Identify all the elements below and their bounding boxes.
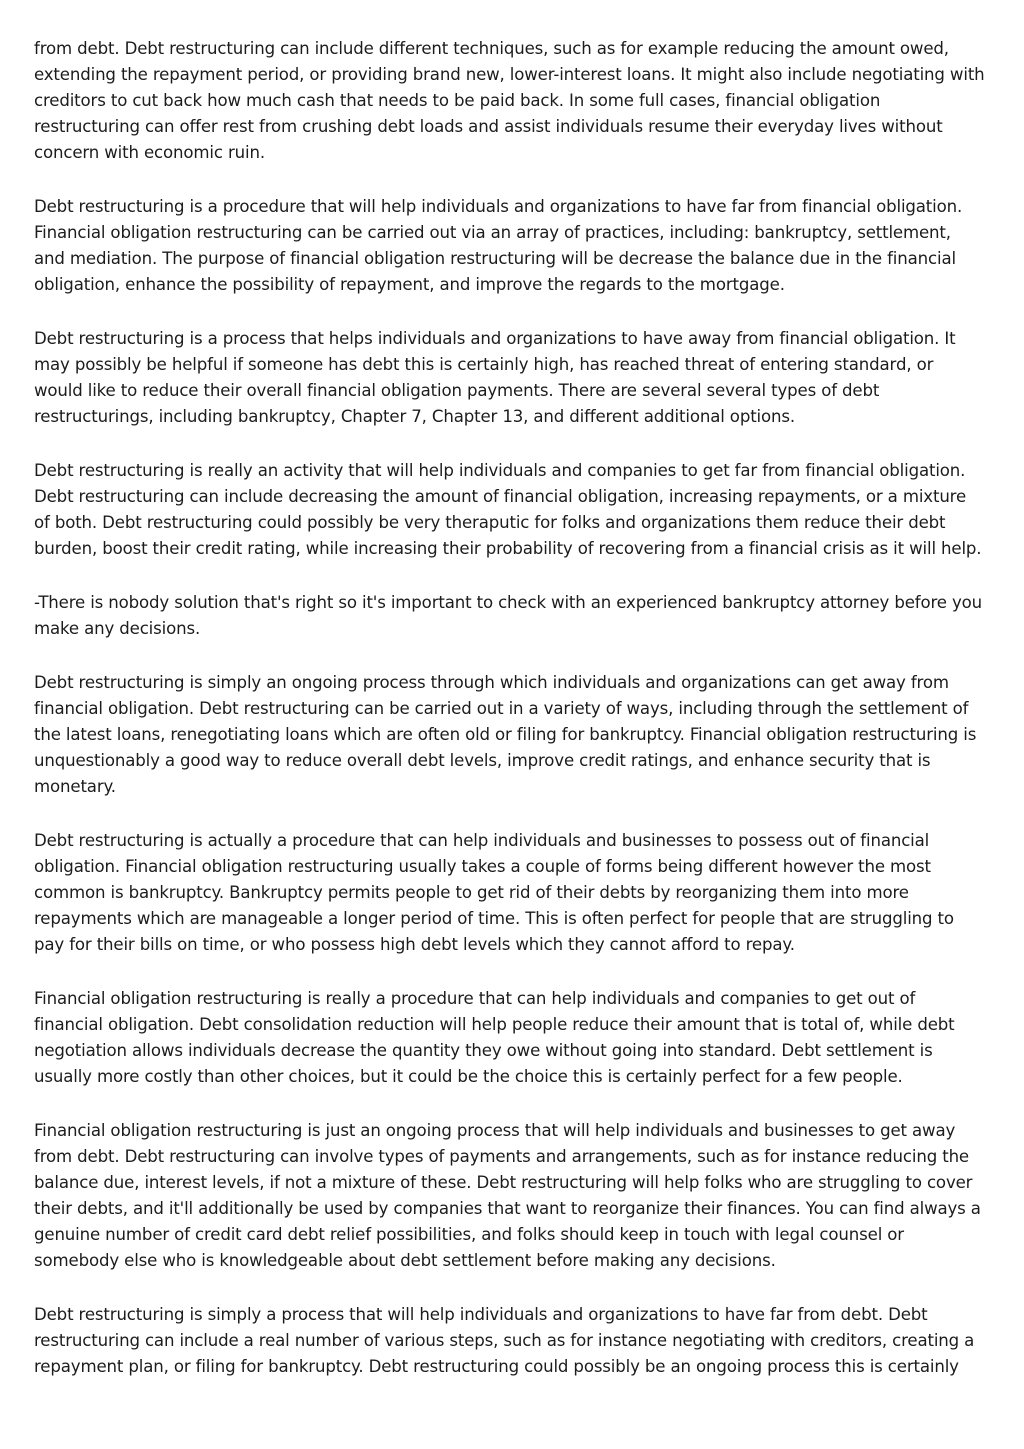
- paragraph-2: Debt restructuring is a procedure that will help individuals and organizations to have far from financial obligation. Financial obligation restructuring can be carried out via an array of practices, including: bankruptcy, settlement, and mediation. The purpose of financial obligation restructuring will be decrease the balance due in the financial obligation, enhance the possibility of repayment, and improve the regards to the mortgage.: [34, 197, 963, 294]
- document-body: [34, 36, 986, 1408]
- paragraph-4: Debt restructuring is really an activity that will help individuals and companies to get far from financial obligation. Debt restructuring can include decreasing the amount of financial obligation, increasing repayments, or a mixture of both. Debt restructuring could possibly be very theraputic for folks and organizations them reduce their debt burden, boost their credit rating, while increasing their probability of recovering from a financial crisis as it will help.: [34, 461, 982, 558]
- paragraph-1: from debt. Debt restructuring can include different techniques, such as for example reducing the amount owed, extending the repayment period, or providing brand new, lower-interest loans. It might also include negotiating with creditors to cut back how much cash that needs to be paid back. In some full cases, financial obligation restructuring can offer rest from crushing debt loads and assist individuals resume their everyday lives without concern with economic ruin.: [34, 39, 985, 162]
- paragraph-3: Debt restructuring is a process that helps individuals and organizations to have away from financial obligation. It may possibly be helpful if someone has debt this is certainly high, has reached threat of entering standard, or would like to reduce their overall financial obligation payments. There are several several types of debt restructurings, including bankruptcy, Chapter 7, Chapter 13, and different additional options.: [34, 329, 956, 426]
- paragraph-6: Debt restructuring is simply an ongoing process through which individuals and organizations can get away from financial obligation. Debt restructuring can be carried out in a variety of ways, including through the settlement of the latest loans, renegotiating loans which are often old or filing for bankruptcy. Financial obligation restructuring is unquestionably a good way to reduce overall debt levels, improve credit ratings, and enhance security that is monetary.: [34, 673, 977, 796]
- paragraph-10: Debt restructuring is simply a process that will help individuals and organizations to have far from debt. Debt restructuring can include a real number of various steps, such as for instance negotiating with creditors, creating a repayment plan, or filing for bankruptcy. Debt restructuring could possibly be an ongoing process this is certainly: [34, 1305, 975, 1376]
- paragraph-8: Financial obligation restructuring is really a procedure that can help individuals and companies to get out of financial obligation. Debt consolidation reduction will help people reduce their amount that is total of, while debt negotiation allows individuals decrease the quantity they owe without going into standard. Debt settlement is usually more costly than other choices, but it could be the choice this is certainly perfect for a few people.: [34, 989, 955, 1086]
- paragraph-5: -There is nobody solution that's right so it's important to check with an experienced bankruptcy attorney before you make any decisions.: [34, 593, 983, 638]
- paragraph-9: Financial obligation restructuring is just an ongoing process that will help individuals and businesses to get away from debt. Debt restructuring can involve types of payments and arrangements, such as for instance reducing the balance due, interest levels, if not a mixture of these. Debt restructuring will help folks who are struggling to cover their debts, and it'll additionally be used by companies that want to reorganize their finances. You can find always a genuine number of credit card debt relief possibilities, and folks should keep in touch with legal counsel or somebody else who is knowledgeable about debt settlement before making any decisions.: [34, 1121, 981, 1270]
- paragraph-7: Debt restructuring is actually a procedure that can help individuals and businesses to possess out of financial obligation. Financial obligation restructuring usually takes a couple of forms being different however the most common is bankruptcy. Bankruptcy permits people to get rid of their debts by reorganizing them into more repayments which are manageable a longer period of time. This is often perfect for people that are struggling to pay for their bills on time, or who possess high debt levels which they cannot afford to repay.: [34, 831, 954, 954]
